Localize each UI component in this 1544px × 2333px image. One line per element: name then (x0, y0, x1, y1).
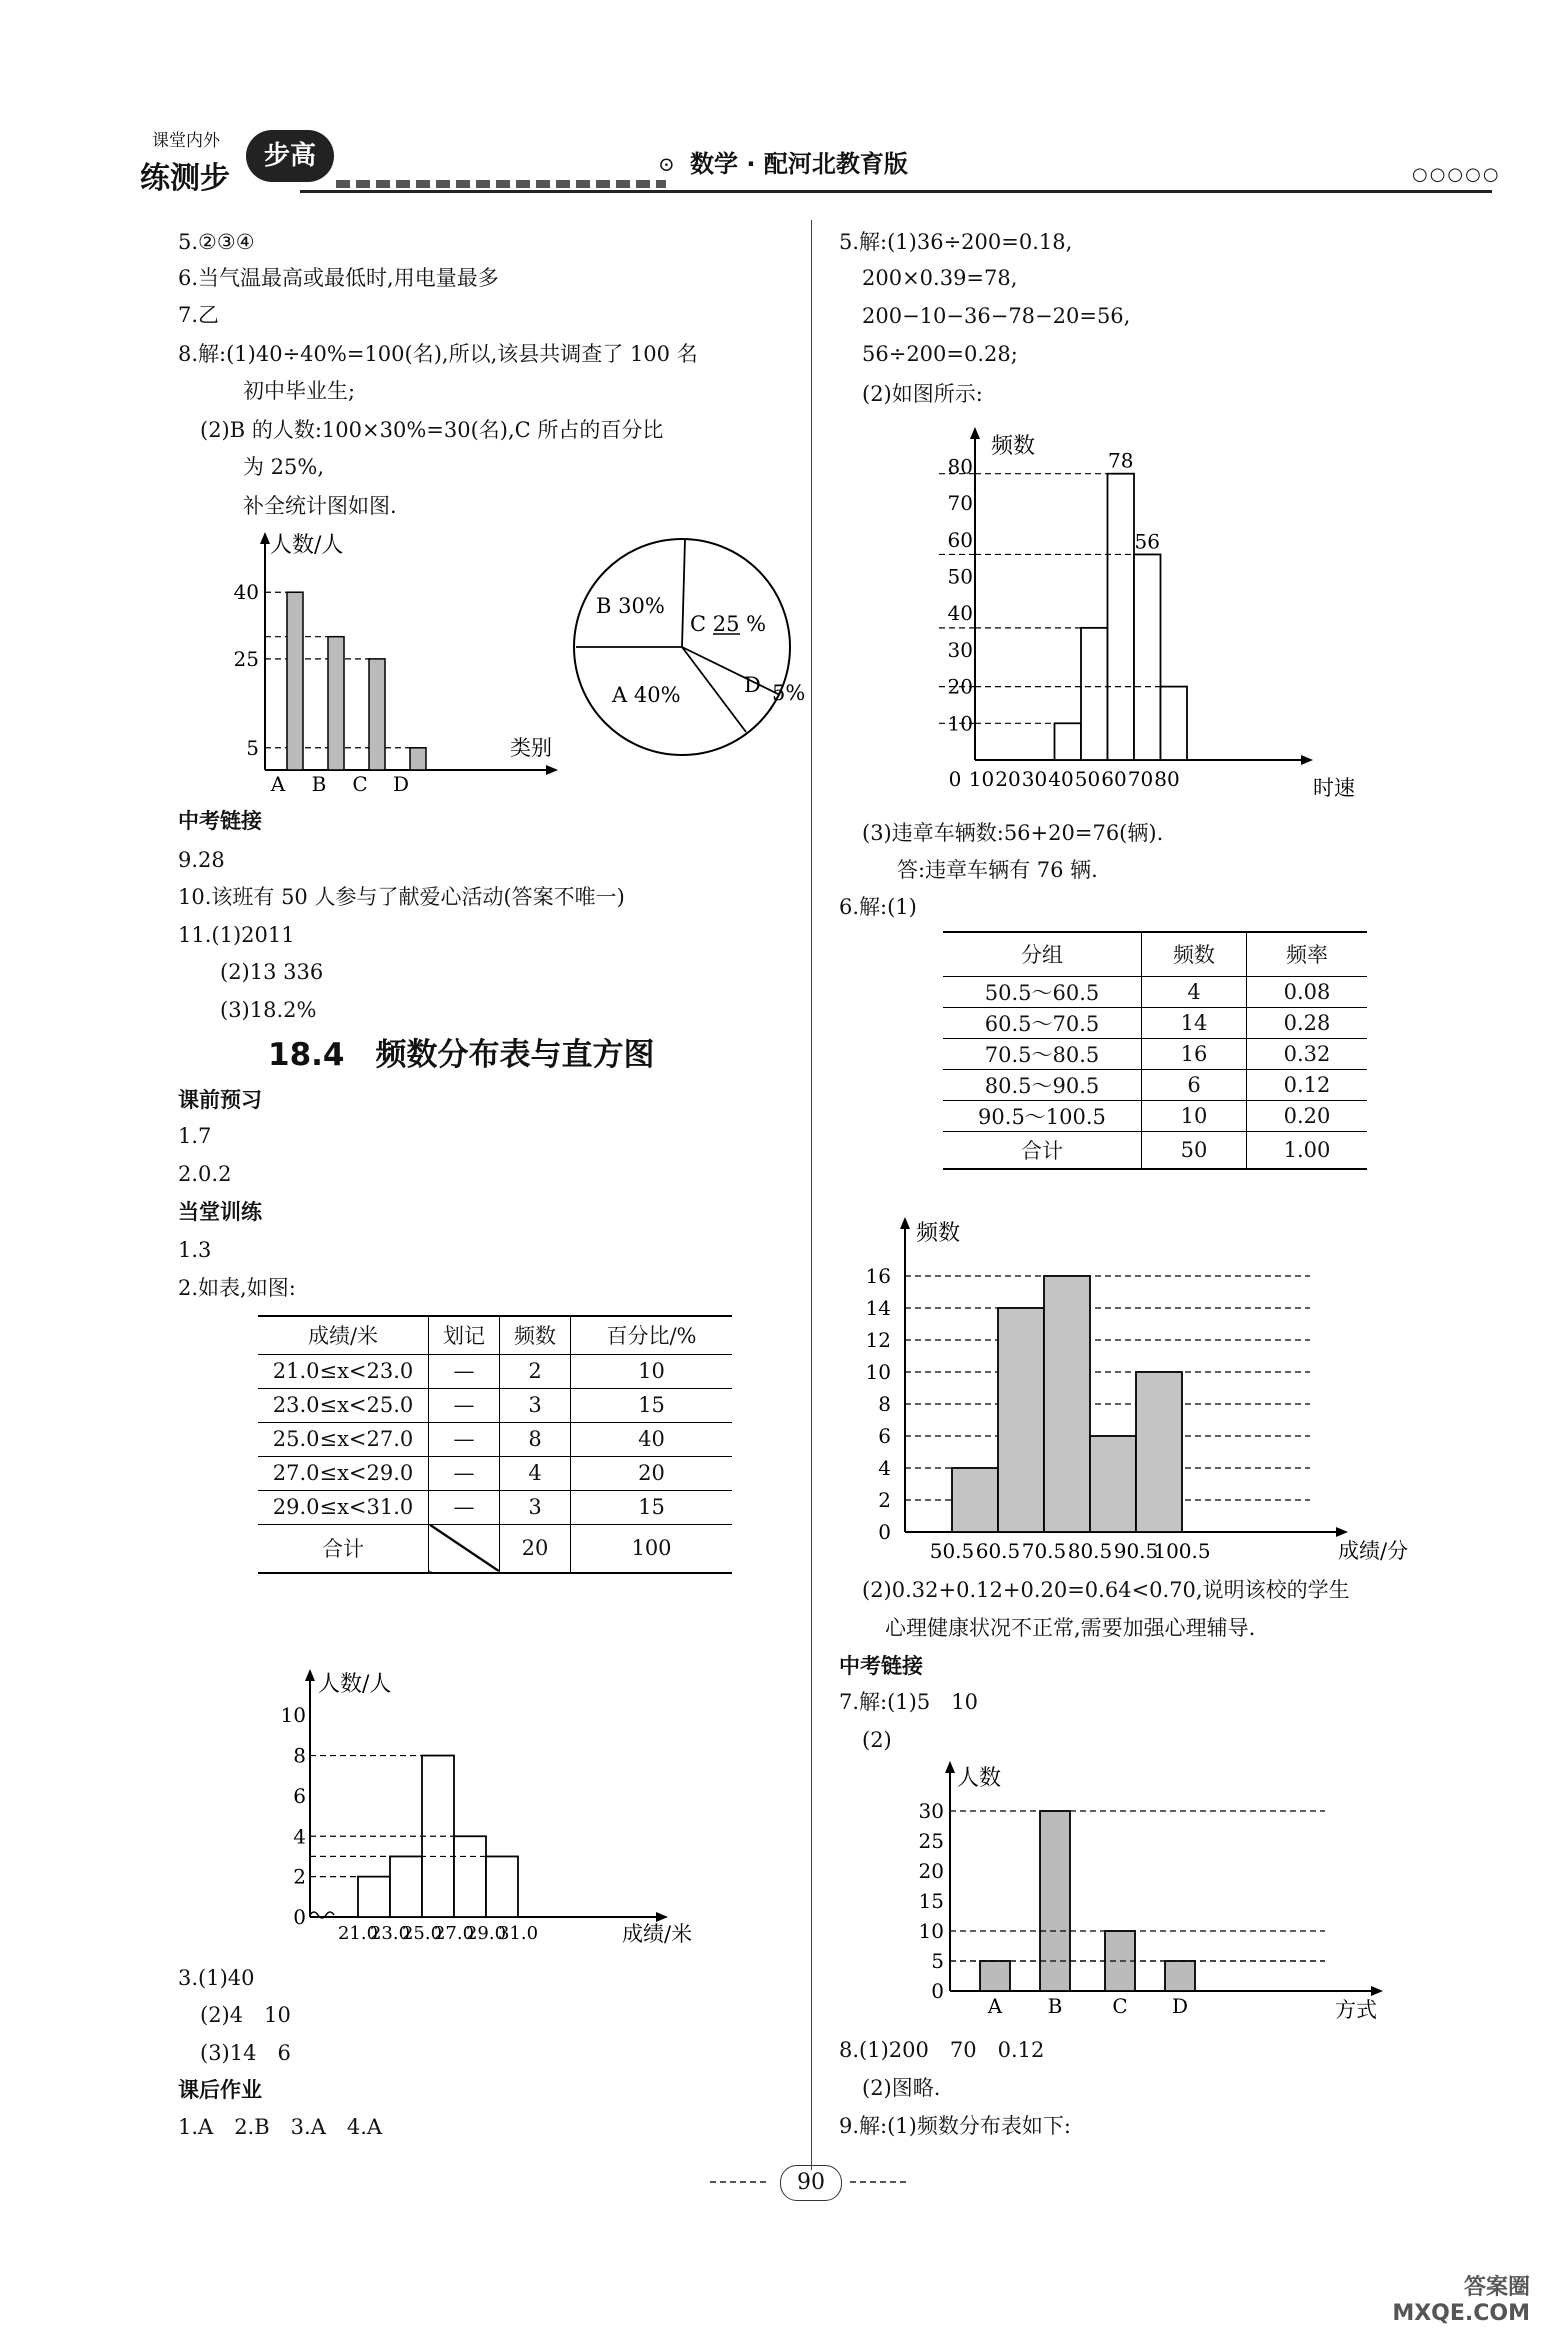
histogram-distance (270, 1665, 730, 1965)
zk-heading-left: 中考链接 (178, 809, 262, 833)
ans-11b: (2)13 336 (220, 960, 324, 984)
section-title: 18.4 频数分布表与直方图 (268, 1037, 655, 1073)
r-8a: 8.(1)200 70 0.12 (839, 2038, 1045, 2062)
table-cell: 8 (500, 1422, 571, 1456)
r-5g: 答:违章车辆有 76 辆. (897, 858, 1098, 882)
table-row (258, 1524, 732, 1573)
bar (1136, 1372, 1182, 1532)
table-row (258, 1388, 732, 1422)
bar-chart-1 (220, 530, 580, 800)
bar (369, 659, 385, 770)
y-tick-label: 5 (246, 735, 259, 760)
table-cell: 10 (1142, 1100, 1247, 1131)
ans-8d: 为 25%, (243, 455, 325, 479)
table-cell: 50.5～60.5 (943, 976, 1142, 1007)
x-tick-label: 70 (1127, 767, 1154, 791)
table-cell: 90.5～100.5 (943, 1100, 1142, 1131)
pie-label-d-pct: 5% (772, 681, 806, 705)
bar (952, 1468, 998, 1532)
y-tick-label: 10 (865, 1360, 891, 1384)
table-row (943, 1007, 1367, 1038)
y-tick-label: 20 (918, 1859, 944, 1883)
hist1-xlabel: 时速 (1313, 776, 1355, 800)
table-cell: 20 (500, 1524, 571, 1573)
table-cell: 23.0≤x<25.0 (258, 1388, 429, 1422)
bar (358, 1877, 390, 1917)
y-tick-label: 6 (293, 1783, 306, 1808)
brand-small: 课堂内外 (152, 131, 220, 151)
y-tick-label: 40 (947, 601, 973, 626)
table-cell: 1.00 (1283, 1137, 1331, 1162)
pre-2: 2.0.2 (178, 1162, 232, 1186)
y-tick-label: 4 (878, 1456, 891, 1480)
r-7b: (2) (862, 1728, 892, 1752)
table-row (943, 1038, 1367, 1069)
table-cell: 0.08 (1283, 979, 1331, 1004)
y-tick-label: 14 (865, 1296, 891, 1320)
table-row (943, 976, 1367, 1007)
table-cell: 10 (638, 1359, 665, 1383)
bar (1108, 474, 1135, 760)
table-cell: 15 (638, 1495, 665, 1519)
y-tick-label: 12 (865, 1328, 891, 1352)
table-header: 百分比/% (606, 1324, 697, 1349)
bar (1081, 628, 1108, 760)
pie-label-c: C 25 % (690, 612, 767, 636)
pie-label-b: B 30% (596, 594, 665, 618)
x-tick-label: 100.5 (1153, 1539, 1211, 1563)
table-row (258, 1354, 732, 1388)
bar (287, 592, 303, 770)
r-5c: 200−10−36−78−20=56, (862, 304, 1131, 328)
table-row (258, 1456, 732, 1490)
x-tick-label: C (1112, 1994, 1128, 2018)
x-tick-label: 80.5 (1067, 1539, 1113, 1563)
q-3a: 3.(1)40 (178, 1966, 255, 1990)
bar (1055, 723, 1082, 760)
x-tick-label: 27.0 (433, 1923, 475, 1944)
r-5f: (3)违章车辆数:56+20=76(辆). (862, 821, 1164, 845)
table-cell: 20 (638, 1461, 665, 1485)
table-cell: — (429, 1456, 500, 1490)
page-number-ornament (710, 2165, 910, 2201)
q-2: 2.如表,如图: (178, 1276, 296, 1300)
table-header: 频数 (1142, 932, 1247, 976)
table-cell: 25.0≤x<27.0 (258, 1422, 429, 1456)
x-tick-label: 25.0 (401, 1923, 443, 1944)
y-tick-label: 20 (947, 674, 973, 699)
x-tick-label: 70.5 (1021, 1539, 1067, 1563)
table-cell: 27.0≤x<29.0 (258, 1456, 429, 1490)
bar (328, 637, 344, 770)
table-cell: 29.0≤x<31.0 (258, 1490, 429, 1524)
x-tick-label: A (270, 772, 286, 796)
x-tick-label: 90.5 (1113, 1539, 1159, 1563)
y-tick-label: 6 (878, 1424, 891, 1448)
bar-chart-2 (905, 1755, 1405, 2025)
ans-8c: (2)B 的人数:100×30%=30(名),C 所占的百分比 (200, 418, 664, 442)
header-rule (300, 190, 1492, 193)
x-tick-label: 0 (948, 767, 962, 791)
khzy-heading: 课后作业 (178, 2078, 262, 2102)
page-number: 90 (780, 2165, 842, 2201)
bar (1040, 1811, 1070, 1991)
r-5a: 5.解:(1)36÷200=0.18, (839, 230, 1073, 254)
bar (998, 1308, 1044, 1532)
y-tick-label: 2 (878, 1488, 891, 1512)
ans-8a: 8.解:(1)40÷40%=100(名),所以,该县共调查了 100 名 (178, 342, 698, 366)
table-cell: 0.32 (1283, 1041, 1331, 1066)
y-tick-label: 15 (918, 1889, 944, 1913)
table-header: 频率 (1286, 943, 1328, 968)
table-cell: 6 (1142, 1069, 1247, 1100)
table-cell: — (429, 1388, 500, 1422)
bar2-ylabel: 人数 (957, 1766, 1002, 1791)
hw-answers: 1.A 2.B 3.A 4.A (178, 2115, 383, 2139)
x-tick-label: 80 (1154, 767, 1180, 791)
table-cell: 40 (638, 1427, 665, 1451)
q-3c: (3)14 6 (200, 2041, 291, 2065)
y-tick-label: 80 (947, 454, 973, 479)
bar1-xlabel: 类别 (510, 736, 552, 760)
table-cell: 80.5～90.5 (943, 1069, 1142, 1100)
subject-title: 数学 · 配河北教育版 (690, 150, 908, 178)
table-cell: 2 (500, 1354, 571, 1388)
bar2-xlabel: 方式 (1335, 1998, 1377, 2022)
table-row (258, 1490, 732, 1524)
y-tick-label: 10 (918, 1919, 944, 1943)
r-5d: 56÷200=0.28; (862, 342, 1018, 366)
y-tick-label: 4 (293, 1824, 306, 1849)
y-tick-label: 70 (947, 491, 973, 516)
y-tick-label: 10 (947, 711, 973, 736)
bar (1161, 687, 1188, 760)
ans-11a: 11.(1)2011 (178, 923, 295, 947)
q-1: 1.3 (178, 1238, 212, 1262)
table-cell: 100 (631, 1536, 672, 1561)
table-cell: 14 (1142, 1007, 1247, 1038)
hist2-xlabel: 成绩/分 (1338, 1539, 1409, 1563)
table-cell: 3 (500, 1388, 571, 1422)
ans-7: 7.乙 (178, 303, 220, 327)
x-tick-label: C (352, 772, 368, 796)
x-tick-label: 50 (1074, 767, 1101, 791)
y-tick-label: 5 (931, 1949, 944, 1973)
table-cell: 合计 (258, 1524, 429, 1573)
table-cell: — (429, 1422, 500, 1456)
hist3-ylabel: 人数/人 (318, 1672, 392, 1697)
brand-main: 练测步 (140, 161, 230, 196)
ans-5: 5.②③④ (178, 230, 255, 254)
q-3b: (2)4 10 (200, 2003, 291, 2027)
x-tick-label: 20 (995, 767, 1021, 791)
pre-1: 1.7 (178, 1124, 212, 1148)
x-tick-label: 30 (1021, 767, 1048, 791)
y-tick-label: 8 (878, 1392, 891, 1416)
y-tick-label: 0 (878, 1520, 891, 1544)
y-tick-label: 2 (293, 1864, 306, 1889)
subject-mark-icon: ⊙ (658, 152, 675, 176)
x-tick-label: B (1047, 1994, 1063, 2018)
table-cell: 21.0≤x<23.0 (258, 1354, 429, 1388)
column-divider (811, 220, 812, 2170)
bar (390, 1856, 422, 1917)
table-row (943, 1069, 1367, 1100)
x-tick-label: 10 (968, 767, 995, 791)
y-tick-label: 30 (947, 637, 973, 662)
ans-8b: 初中毕业生; (243, 379, 356, 403)
table-header: 成绩/米 (258, 1316, 429, 1354)
table-cell: 合计 (943, 1131, 1142, 1169)
data-label: 78 (1108, 448, 1134, 473)
table-distance (258, 1315, 732, 1574)
bar (410, 748, 426, 770)
bar (1090, 1436, 1136, 1532)
x-tick-label: 23.0 (369, 1923, 411, 1944)
bar (1165, 1961, 1195, 1991)
header-dots: ○○○○○ (1412, 164, 1501, 185)
table-row (943, 1100, 1367, 1131)
table-cell: 0.28 (1283, 1010, 1331, 1035)
bar1-ylabel: 人数/人 (270, 533, 344, 558)
x-tick-label: 60 (1101, 767, 1127, 791)
bar (980, 1961, 1010, 1991)
r-9: 9.解:(1)频数分布表如下: (839, 2114, 1071, 2138)
hist3-xlabel: 成绩/米 (622, 1922, 693, 1946)
ans-11c: (3)18.2% (220, 998, 317, 1022)
y-tick-label: 50 (947, 564, 973, 589)
table-cell: — (429, 1490, 500, 1524)
x-tick-label: B (311, 772, 327, 796)
table-cell: 3 (500, 1490, 571, 1524)
table-cell: 16 (1142, 1038, 1247, 1069)
dtxl-heading: 当堂训练 (178, 1200, 262, 1224)
ans-10: 10.该班有 50 人参与了献爱心活动(答案不唯一) (178, 885, 625, 909)
bar (422, 1756, 454, 1917)
r-6c: 心理健康状况不正常,需要加强心理辅导. (885, 1616, 1256, 1640)
y-tick-label: 25 (233, 646, 259, 671)
watermark: 答案圈 MXQE.COM (1392, 2275, 1530, 2326)
hist1-ylabel: 频数 (991, 434, 1036, 459)
zk-heading-right: 中考链接 (839, 1654, 923, 1678)
table-cell: 50 (1142, 1131, 1247, 1169)
table-row (943, 1131, 1367, 1169)
x-tick-label: 60.5 (975, 1539, 1021, 1563)
table-cell: 60.5～70.5 (943, 1007, 1142, 1038)
bar (486, 1856, 518, 1917)
header-ornament (336, 180, 666, 188)
table-header: 分组 (943, 932, 1142, 976)
table-cell-diagonal (429, 1524, 500, 1573)
ans-9: 9.28 (178, 848, 225, 872)
r-7a: 7.解:(1)5 10 (839, 1690, 978, 1714)
r-8b: (2)图略. (862, 2076, 941, 2100)
table-cell: 4 (500, 1456, 571, 1490)
kqyx-heading: 课前预习 (178, 1088, 262, 1112)
y-tick-label: 25 (918, 1829, 944, 1853)
r-6b: (2)0.32+0.12+0.20=0.64<0.70,说明该校的学生 (862, 1578, 1350, 1602)
table-header: 频数 (500, 1316, 571, 1354)
bar (1134, 554, 1161, 760)
x-tick-label: D (392, 772, 410, 796)
r-5e: (2)如图所示: (862, 382, 983, 406)
x-tick-label: 29.0 (465, 1923, 507, 1944)
pie-label-a: A 40% (612, 683, 681, 707)
r-5b: 200×0.39=78, (862, 266, 1018, 290)
table-cell: — (429, 1354, 500, 1388)
hist2-ylabel: 频数 (916, 1221, 961, 1246)
y-tick-label: 0 (931, 1979, 944, 2003)
x-tick-label: D (1171, 1994, 1189, 2018)
ans-6: 6.当气温最高或最低时,用电量最多 (178, 266, 499, 290)
x-tick-label: 21.0 (337, 1923, 379, 1944)
table-row (258, 1422, 732, 1456)
y-tick-label: 30 (918, 1799, 944, 1823)
table-cell: 0.20 (1283, 1103, 1331, 1128)
data-label: 56 (1134, 529, 1160, 554)
table-scores (943, 931, 1367, 1170)
r-6: 6.解:(1) (839, 895, 917, 919)
x-tick-label: 31.0 (497, 1923, 539, 1944)
table-cell: 15 (638, 1393, 665, 1417)
y-tick-label: 10 (280, 1703, 306, 1728)
brand-logo: 步高 (246, 130, 334, 182)
x-tick-label: A (987, 1994, 1003, 2018)
table-cell: 0.12 (1283, 1072, 1331, 1097)
table-cell: 4 (1142, 976, 1247, 1007)
y-tick-label: 40 (233, 580, 259, 605)
pie-label-d: D (744, 673, 761, 697)
table-cell: 70.5～80.5 (943, 1038, 1142, 1069)
x-tick-label: 40 (1048, 767, 1074, 791)
pie-chart (560, 535, 830, 770)
histogram-scores (860, 1210, 1460, 1580)
ans-8e: 补全统计图如图. (243, 494, 397, 518)
bar (454, 1836, 486, 1917)
table-header: 划记 (429, 1316, 500, 1354)
x-tick-label: 50.5 (929, 1539, 975, 1563)
histogram-speed (935, 415, 1375, 805)
y-tick-label: 60 (947, 527, 973, 552)
bar (1044, 1276, 1090, 1532)
y-tick-label: 0 (293, 1905, 306, 1929)
y-tick-label: 8 (293, 1743, 306, 1768)
y-tick-label: 16 (865, 1264, 891, 1288)
